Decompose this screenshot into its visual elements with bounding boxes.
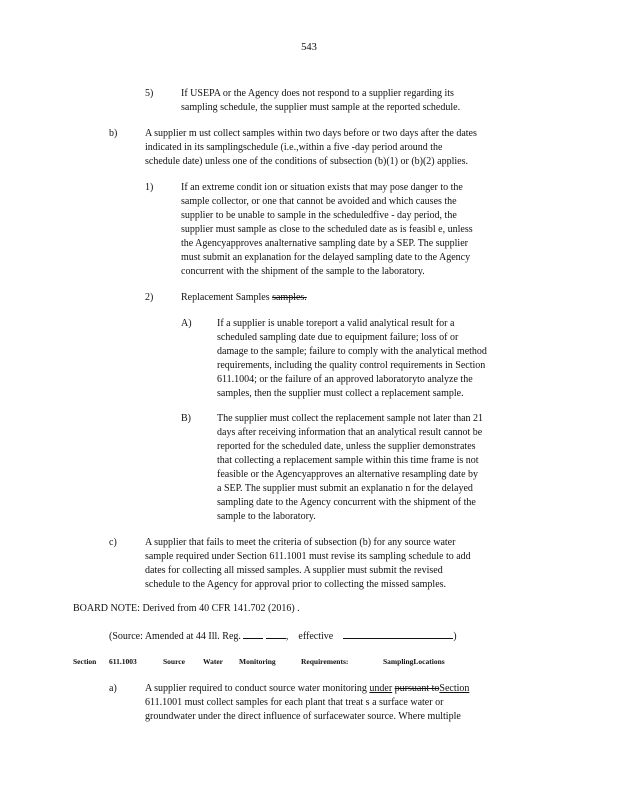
section-number: 611.1003 — [109, 657, 137, 666]
paragraph-line: If a supplier is unable toreport a valid analytical result for a — [217, 318, 455, 329]
struck-text: samples. — [272, 292, 307, 303]
section-title-word: Source — [163, 657, 185, 666]
line-text: A supplier required to conduct source water monitoring — [145, 683, 370, 694]
paragraph-line: 611.1004; or the failure of an approved laboratoryto analyze the — [217, 374, 473, 385]
paragraph-line: a SEP. The supplier must submit an explanatio n for the delayed — [217, 483, 473, 494]
underlined-text: under — [369, 683, 393, 694]
section-title-word: Requirements: — [301, 657, 349, 666]
section-title-word: Water — [203, 657, 223, 666]
section-title-word: SamplingLocations — [383, 657, 445, 666]
subsection-heading — [181, 292, 307, 304]
item-marker-A: A) — [181, 318, 192, 329]
paragraph-line: indicated in its samplingschedule (i.e.,within a five -day period around the — [145, 142, 443, 153]
paragraph-line — [145, 683, 469, 695]
paragraph-line: samples, then the supplier must collect a replacement sample. — [217, 388, 464, 399]
page-number: 543 — [301, 42, 317, 53]
board-note: BOARD NOTE: Derived from 40 CFR 141.702 (2016) . — [73, 603, 300, 614]
heading-text: Replacement Samples — [181, 292, 273, 303]
paragraph-line: that collecting a replacement sample within this time frame is not — [217, 455, 479, 466]
paragraph-line: sampling schedule, the supplier must sample at the reported schedule. — [181, 102, 461, 113]
item-marker-2: 2) — [145, 292, 154, 303]
item-marker-1: 1) — [145, 182, 154, 193]
blank-date — [343, 629, 453, 639]
source-line: (Source: Amended at 44 Ill. Reg. , effective ) — [109, 631, 457, 642]
source-effective: effective — [298, 631, 334, 642]
source-suffix: ) — [453, 631, 457, 642]
paragraph-line: supplier must sample as close to the scheduled date as is feasibl e, unless — [181, 224, 473, 235]
paragraph-line: supplier to be unable to sample in the scheduledfive - day period, the — [181, 210, 457, 221]
item-marker-5: 5) — [145, 88, 154, 99]
paragraph-line: the Agencyapproves analternative sampling date by a SEP. The supplier — [181, 238, 468, 249]
item-marker-B: B) — [181, 413, 191, 424]
paragraph-line: scheduled sampling date due to equipment failure; loss of or — [217, 332, 459, 343]
paragraph-line: The supplier must collect the replacement sample not later than 21 — [217, 413, 484, 424]
paragraph-line: sample to the laboratory. — [217, 511, 316, 522]
paragraph-line: sample collector, or one that cannot be avoided and which causes the — [181, 196, 457, 207]
blank-page — [266, 629, 286, 639]
blank-volume — [243, 629, 263, 639]
paragraph-line: must submit an explanation for the delayed sampling date to the Agency — [181, 252, 471, 263]
item-marker-c: c) — [109, 537, 117, 548]
paragraph-line: 611.1001 must collect samples for each plant that treat s a surface water or — [145, 697, 444, 708]
paragraph-line: If an extreme condit ion or situation exists that may pose danger to the — [181, 182, 463, 193]
paragraph-line: concurrent with the shipment of the sample to the laboratory. — [181, 266, 425, 277]
paragraph-line: requirements, including the quality control requirements in Section — [217, 360, 486, 371]
paragraph-line: sample required under Section 611.1001 must revise its sampling schedule to add — [145, 551, 471, 562]
paragraph-line: dates for collecting all missed samples. A supplier must submit the revised — [145, 565, 443, 576]
struck-text: pursuant to — [394, 683, 440, 694]
source-prefix: (Source: Amended at 44 Ill. Reg. — [109, 631, 241, 642]
paragraph-line: reported for the scheduled date, unless the supplier demonstrates — [217, 441, 476, 452]
paragraph-line: A supplier m ust collect samples within two days before or two days after the dates — [145, 128, 477, 139]
paragraph-line: feasible or the Agencyapproves an alternative resampling date by — [217, 469, 479, 480]
item-marker-a: a) — [109, 683, 117, 694]
item-marker-b: b) — [109, 128, 118, 139]
paragraph-line: groundwater under the direct influence of surfacewater source. Where multiple — [145, 711, 461, 722]
section-title-word: Monitoring — [239, 657, 276, 666]
paragraph-line: sampling date to the Agency concurrent with the shipment of the — [217, 497, 476, 508]
paragraph-line: schedule date) unless one of the conditions of subsection (b)(1) or (b)(2) applies. — [145, 156, 468, 167]
paragraph-line: A supplier that fails to meet the criteria of subsection (b) for any source water — [145, 537, 456, 548]
paragraph-line: schedule to the Agency for approval prior to collecting the missed samples. — [145, 579, 447, 590]
paragraph-line: damage to the sample; failure to comply with the analytical method — [217, 346, 487, 357]
section-label: Section — [73, 657, 97, 666]
paragraph-line: If USEPA or the Agency does not respond to a supplier regarding its — [181, 88, 454, 99]
underlined-text: Section — [439, 683, 470, 694]
paragraph-line: days after receiving information that an analytical result cannot be — [217, 427, 483, 438]
